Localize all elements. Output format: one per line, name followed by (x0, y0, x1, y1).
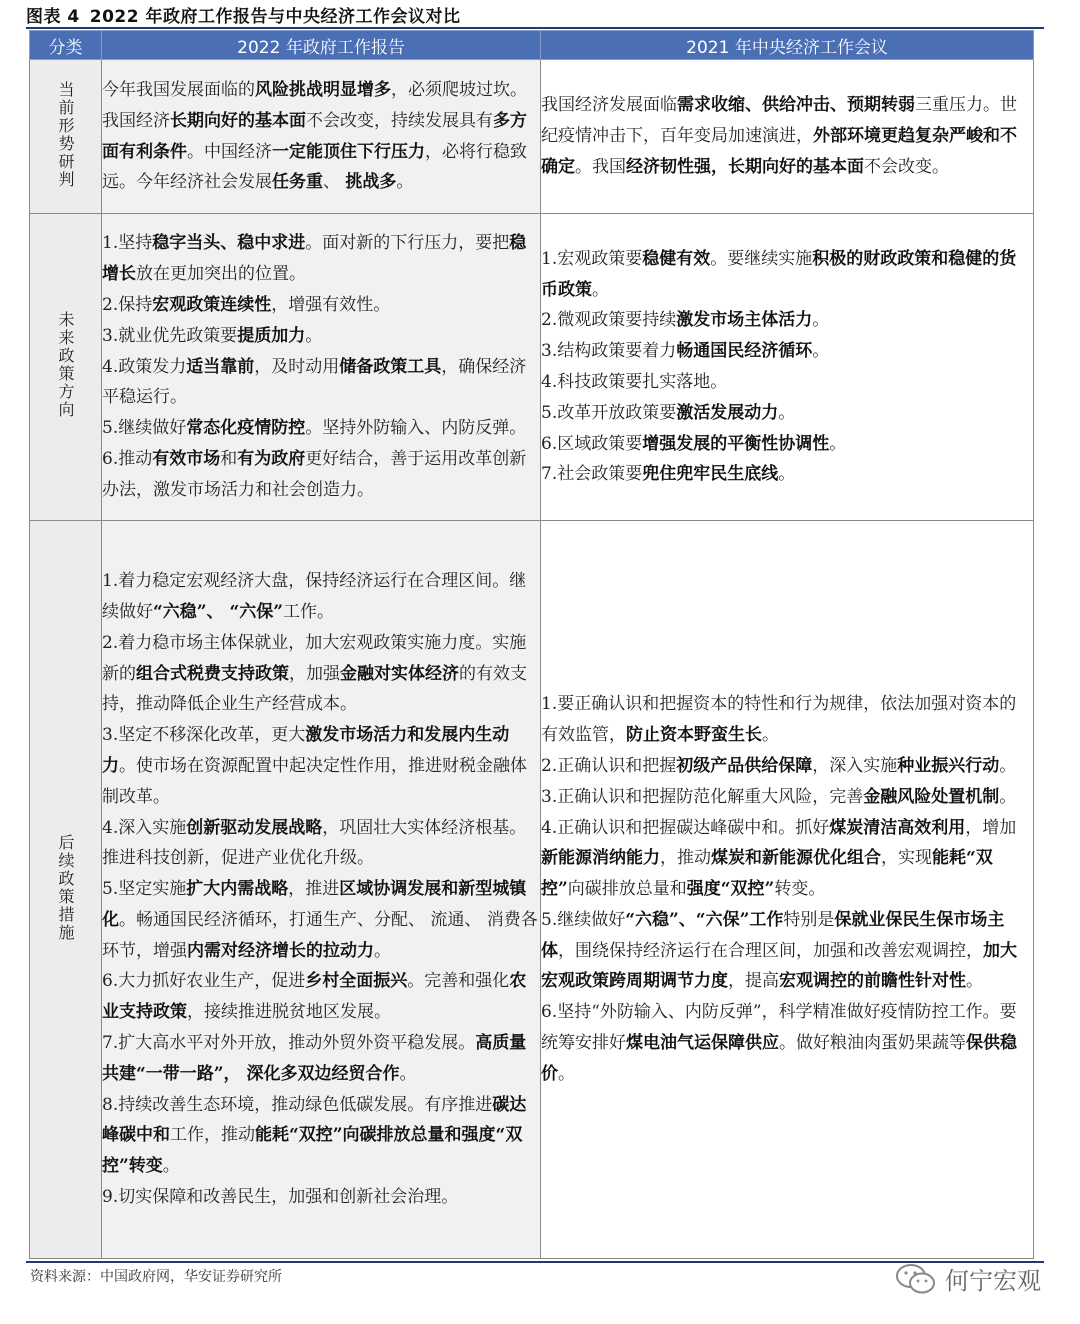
cell-paragraph (541, 997, 1033, 1089)
emphasis-text: 有为政府 (237, 448, 306, 469)
body-text: 3.坚定不移深化改革，更大 (102, 725, 306, 746)
bottom-rule (26, 1261, 1044, 1263)
body-text: 8.持续改善生态环境，推动绿色低碳发展。有序推进 (102, 1094, 493, 1115)
body-text: ，深入实施 (812, 755, 898, 776)
emphasis-text: 种业振兴行动 (897, 755, 1000, 776)
header-2022-report: 2022 年政府工作报告 (102, 31, 541, 60)
body-text: ，及时动用 (254, 356, 340, 377)
emphasis-text: 畅通国民经济循环 (676, 341, 813, 362)
emphasis-text: 稳增长 (102, 233, 527, 285)
body-text: 工作，推动 (170, 1125, 255, 1146)
cell-paragraph (102, 874, 540, 966)
body-text: ，必须爬坡过坎。我国经济 (102, 79, 527, 131)
cell-paragraph (102, 290, 540, 321)
emphasis-text: 需求收缩、供给冲击、预期转弱 (677, 95, 915, 116)
cell-paragraph (102, 413, 540, 444)
emphasis-text: 新能源消纳能力 (541, 848, 660, 869)
body-text: 。要继续实施 (710, 248, 813, 269)
cell-paragraph (541, 689, 1033, 751)
body-text: ，巩固壮大实体经济根基。推进科技创新，促进产业优化升级。 (102, 817, 527, 869)
table-header-row (30, 31, 1034, 60)
report-cell (102, 60, 541, 214)
body-text: 5.坚定实施 (102, 879, 187, 900)
top-rule (26, 27, 1044, 29)
body-text: 。 (999, 755, 1017, 776)
body-text: 4.深入实施 (102, 817, 187, 838)
category-cell (30, 214, 102, 521)
cell-paragraph (541, 305, 1033, 336)
body-text: 和 (220, 448, 238, 469)
body-text: 2.正确认识和把握 (541, 755, 677, 776)
emphasis-text: 宏观政策连续性 (152, 295, 272, 315)
emphasis-text: 金融风险处置机制 (863, 786, 1000, 807)
emphasis-text: 创新驱动发展战略 (186, 817, 323, 838)
cell-paragraph (541, 398, 1033, 429)
emphasis-text: 煤电油气运保障供应 (626, 1033, 779, 1054)
body-text: ，接续推进脱贫地区发展。 (187, 1002, 391, 1023)
table-row (30, 60, 1034, 214)
emphasis-text: 稳健有效 (642, 248, 711, 269)
cell-paragraph (102, 720, 540, 812)
body-text: 。完善和强化 (407, 971, 510, 992)
body-text: 特别是 (783, 909, 835, 930)
body-text: 6.坚持“外防输入、内防反弹”，科学精准做好疫情防控工作。要统筹安排好 (541, 1002, 1017, 1054)
cell-paragraph (102, 352, 540, 414)
emphasis-text: 高质量共建“一带一路”， 深化多双边经贸合作 (102, 1033, 527, 1084)
body-text: 2.着力稳市场主体保就业，加大宏观政策实施力度。实施新的 (102, 632, 527, 684)
body-text: 更好结合，善于运用改革创新办法，激发市场活力和社会创造力。 (102, 448, 527, 500)
emphasis-text: 长期向好的基本面 (170, 110, 306, 131)
table-row (30, 521, 1034, 1259)
emphasis-text: 储备政策工具 (339, 356, 442, 377)
cell-paragraph (541, 429, 1033, 460)
body-text: 。 (374, 940, 391, 961)
body-text: 6.推动 (102, 448, 153, 469)
body-text: 。 (812, 341, 830, 362)
body-text: ，加强 (289, 663, 340, 684)
body-text: 4.政策发力 (102, 356, 187, 377)
body-text: 。 (162, 1156, 180, 1177)
category-label: 未来政策方向 (56, 311, 75, 419)
body-text: 不会改变。 (864, 156, 949, 177)
body-text: 。坚持外防输入、内防反弹。 (305, 418, 527, 439)
wechat-icon (895, 1263, 937, 1295)
cell-paragraph (541, 782, 1033, 813)
emphasis-text: 多方面有利条件 (102, 110, 527, 162)
body-text: 1.宏观政策要 (541, 248, 643, 269)
cell-paragraph (541, 813, 1033, 905)
emphasis-text: 有效市场 (152, 448, 221, 469)
emphasis-text: 组合式税费支持政策 (136, 663, 289, 684)
body-text: 。 (558, 1063, 575, 1084)
cell-paragraph (541, 244, 1033, 306)
body-text: 。 (829, 433, 847, 454)
body-text: 。 (778, 402, 796, 423)
body-text: 。 (399, 1063, 417, 1084)
emphasis-text: 适当靠前 (186, 356, 255, 377)
emphasis-text: 乡村全面振兴 (305, 971, 408, 992)
body-text: 。中国经济 (187, 141, 272, 162)
body-text: 。 (762, 725, 779, 746)
emphasis-text: 积极的财政政策和稳健的货币政策 (541, 248, 1017, 300)
emphasis-text: 保供稳价 (541, 1033, 1017, 1084)
cell-paragraph (102, 444, 540, 506)
figure-title-text: 2022 年政府工作报告与中央经济工作会议对比 (89, 7, 461, 27)
body-text: 。畅通国民经济循环，打通生产、分配、 流通、 消费各环节，增强 (102, 909, 538, 961)
cell-paragraph (102, 628, 540, 720)
body-text: 。 (778, 464, 796, 485)
category-cell (30, 60, 102, 214)
body-text: 9.切实保障和改善民生，加强和创新社会治理。 (102, 1187, 459, 1208)
figure-label: 图表 4 (26, 7, 80, 27)
emphasis-text: 提质加力 (237, 325, 306, 346)
emphasis-text: 保就业保民生保市场主体 (541, 909, 1005, 961)
emphasis-text: 煤炭清洁高效利用 (829, 817, 966, 838)
emphasis-text: 任务重 (272, 172, 323, 193)
emphasis-text: 加大宏观政策跨周期调节力度 (541, 940, 1017, 992)
emphasis-text: 风险挑战明显增多 (255, 79, 391, 100)
body-text: 3.正确认识和把握防范化解重大风险，完善 (541, 786, 864, 807)
body-text: 7.扩大高水平对外开放，推动外贸外资平稳发展。 (102, 1033, 476, 1054)
body-text: ，增强有效性。 (271, 295, 391, 315)
cell-paragraph (102, 1090, 540, 1182)
emphasis-text: 防止资本野蛮生长 (626, 725, 762, 746)
body-text: ，推动 (660, 848, 711, 869)
emphasis-text: 外部环境更趋复杂严峻和不确定 (541, 126, 1017, 177)
body-text: 6.区域政策要 (541, 433, 643, 454)
body-text: ，实现 (881, 848, 932, 869)
body-text: 。面对新的下行压力，要把 (305, 233, 510, 254)
cell-paragraph (102, 1182, 540, 1213)
watermark (895, 1261, 1041, 1296)
emphasis-text: 碳达峰碳中和 (102, 1094, 527, 1146)
cell-paragraph (102, 75, 540, 198)
body-text: ，必将行稳致远。今年经济社会发展 (102, 141, 527, 193)
comparison-table (29, 30, 1034, 1259)
body-text: ，推进 (288, 879, 340, 900)
body-text: 2.微观政策要持续 (541, 310, 677, 331)
body-text: 2.保持 (102, 295, 153, 315)
cell-paragraph (541, 336, 1033, 367)
header-category: 分类 (30, 31, 102, 60)
cell-paragraph (541, 367, 1033, 398)
cell-paragraph (102, 321, 540, 352)
body-text: 6.大力抓好农业生产，促进 (102, 971, 306, 992)
body-text: ，提高 (728, 971, 779, 992)
emphasis-text: 强度“双控” (686, 879, 775, 900)
report-cell (102, 214, 541, 521)
emphasis-text: 能耗“双控” (541, 848, 993, 900)
body-text: 工作。 (283, 601, 335, 622)
emphasis-text: 煤炭和新能源优化组合 (711, 848, 881, 869)
body-text: 放在更加突出的位置。 (136, 264, 306, 285)
conference-cell (541, 521, 1034, 1259)
source-note: 资料来源：中国政府网，华安证券研究所 (30, 1269, 282, 1285)
body-text: 。 (999, 786, 1017, 807)
emphasis-text: 激活发展动力 (676, 402, 779, 423)
body-text: 7.社会政策要 (541, 464, 643, 485)
body-text: ，围绕保持经济运行在合理区间，加强和改善宏观调控， (558, 940, 983, 961)
emphasis-text: 激发市场主体活力 (676, 310, 813, 331)
cell-paragraph (541, 905, 1033, 997)
body-text: 。 (396, 172, 414, 193)
emphasis-text: 区域协调发展和新型城镇化 (102, 879, 527, 930)
body-text: 5.继续做好 (102, 418, 187, 439)
emphasis-text: 扩大内需战略 (186, 879, 289, 900)
body-text: 5.继续做好 (541, 909, 626, 930)
emphasis-text: 金融对实体经济 (340, 663, 459, 684)
body-text: ，增加 (965, 817, 1017, 838)
body-text: 3.就业优先政策要 (102, 325, 238, 346)
body-text: 三重压力。世纪疫情冲击下，百年变局加速演进， (541, 95, 1017, 147)
body-text: 。 (812, 310, 830, 331)
category-label: 后续政策措施 (56, 833, 75, 942)
body-text: 向碳排放总量和 (567, 879, 687, 900)
body-text: 不会改变，持续发展具有 (306, 110, 493, 131)
cell-paragraph (102, 1028, 540, 1090)
body-text: 。使市场在资源配置中起决定性作用，推进财税金融体制改革。 (102, 755, 527, 807)
emphasis-text: 宏观调控的前瞻性针对性 (779, 971, 966, 992)
cell-paragraph (541, 90, 1033, 182)
body-text: 。 (966, 971, 983, 992)
emphasis-text: 能耗“双控”向碳排放总量和强度“双控”转变 (102, 1125, 523, 1177)
cell-paragraph (102, 228, 540, 290)
category-label: 当前形势研判 (56, 80, 75, 189)
body-text: 转变。 (774, 879, 826, 900)
cell-paragraph (102, 813, 540, 875)
body-text: 1.要正确认识和把握资本的特性和行为规律，依法加强对资本的有效监管， (541, 694, 1017, 746)
body-text: 4.正确认识和把握碳达峰碳中和。抓好 (541, 817, 830, 838)
cell-paragraph (541, 459, 1033, 490)
cell-paragraph (541, 751, 1033, 782)
body-text: 。 (592, 279, 609, 300)
conference-cell (541, 214, 1034, 521)
emphasis-text: 内需对经济增长的拉动力 (187, 940, 374, 961)
body-text: 1.着力稳定宏观经济大盘，保持经济运行在合理区间。继续做好 (102, 571, 527, 622)
emphasis-text: 增强发展的平衡性协调性 (642, 433, 830, 454)
conference-cell (541, 60, 1034, 214)
body-text: 我国经济发展面临 (541, 95, 677, 116)
emphasis-text: “六稳”、“六保”工作 (625, 909, 784, 930)
body-text: 。 (305, 325, 323, 346)
emphasis-text: 一定能顶住下行压力 (272, 141, 425, 162)
body-text: 今年我国发展面临的 (102, 79, 255, 100)
body-text: 。做好粮油肉蛋奶果蔬等 (779, 1033, 966, 1054)
emphasis-text: 经济韧性强，长期向好的基本面 (626, 156, 864, 177)
watermark-text: 何宁宏观 (945, 1267, 1041, 1295)
body-text: 4.科技政策要扎实落地。 (541, 372, 728, 392)
body-text: 的有效支持，推动降低企业生产经营成本。 (102, 663, 527, 715)
emphasis-text: “六稳”、 “六保” (153, 601, 284, 622)
figure-title (26, 2, 460, 27)
cell-paragraph (102, 966, 540, 1028)
body-text: 3.结构政策要着力 (541, 341, 677, 362)
emphasis-text: 激发市场活力和发展内生动力 (102, 725, 510, 776)
report-cell (102, 521, 541, 1259)
emphasis-text: 常态化疫情防控 (186, 418, 306, 439)
emphasis-text: 兜住兜牢民生底线 (642, 464, 779, 485)
body-text: ，确保经济平稳运行。 (102, 356, 527, 408)
category-cell (30, 521, 102, 1259)
table-row (30, 214, 1034, 521)
header-2021-conference: 2021 年中央经济工作会议 (541, 31, 1034, 60)
cell-paragraph (102, 566, 540, 628)
emphasis-text: 初级产品供给保障 (676, 755, 813, 776)
emphasis-text: 稳字当头、稳中求进 (152, 233, 306, 254)
body-text: 5.改革开放政策要 (541, 402, 677, 423)
emphasis-text: 挑战多 (345, 172, 397, 193)
body-text: 。我国 (575, 156, 626, 177)
body-text: 1.坚持 (102, 233, 153, 254)
body-text: 、 (323, 172, 346, 193)
emphasis-text: 农业支持政策 (102, 971, 527, 1023)
